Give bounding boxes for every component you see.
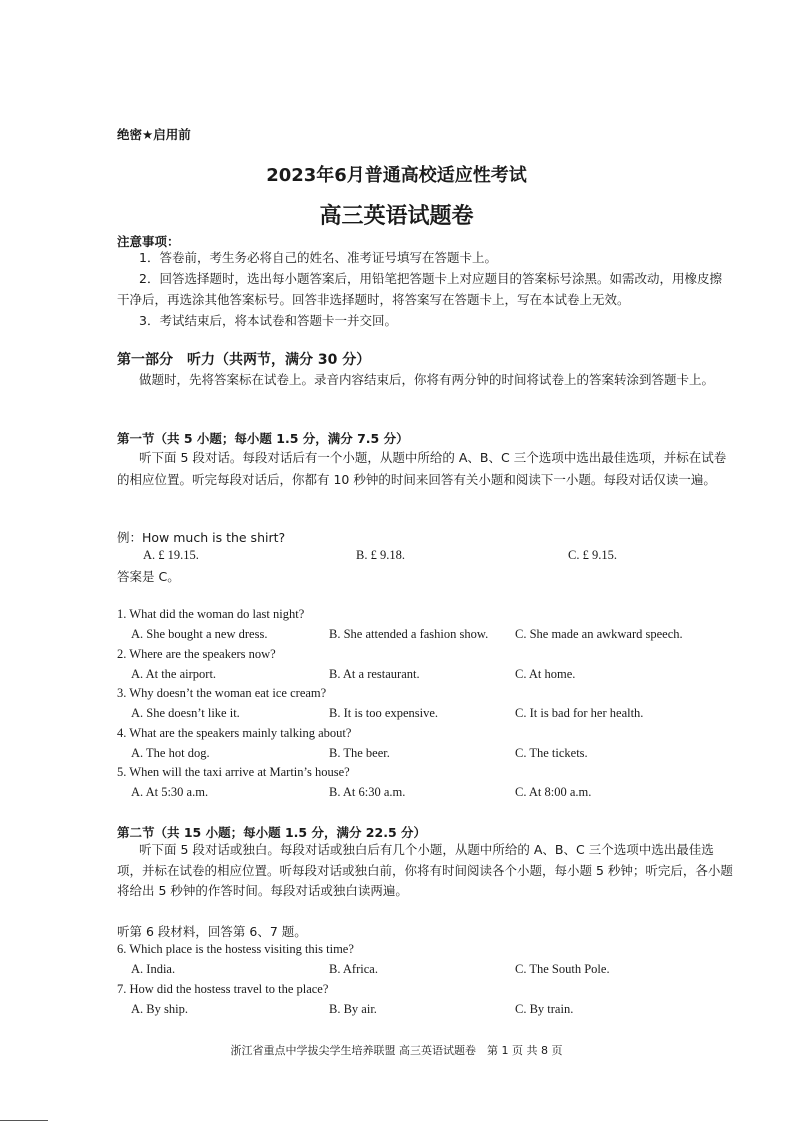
footer-divider [0, 1120, 48, 1121]
question-6-option-c: C. The South Pole. [515, 962, 610, 976]
section2-intro-text: 听下面 5 段对话或独白。每段对话或独白后有几个小题，从题中所给的 A、B、C 三个选项中选出最佳选项，并标在试卷的相应位置。听每段对话或独白前，你将有时间阅读各个小题，每小题 5 秒钟；听完后，各小题将给出 5 秒钟的作答时间。每段对话或独白读两遍。 [117, 842, 733, 898]
question-6-option-b: B. Africa. [329, 962, 378, 976]
exam-title: 2023年6月普通高校适应性考试 [266, 165, 527, 186]
example-answer: 答案是 C。 [117, 569, 180, 584]
notes-item-1 [117, 247, 733, 268]
question-4-option-c: C. The tickets. [515, 746, 588, 760]
question-7-option-c: C. By train. [515, 1002, 574, 1016]
part1-intro-text: 做题时，先将答案标在试卷上。录音内容结束后，你将有两分钟的时间将试卷上的答案转涂到答题卡上。 [139, 372, 715, 387]
notes-heading: 注意事项： [117, 234, 180, 249]
question-4-option-a: A. The hot dog. [131, 746, 210, 760]
question-3-option-a: A. She doesn’t like it. [131, 706, 240, 720]
section1-intro [117, 447, 733, 490]
notes-item-3 [117, 310, 733, 331]
question-2-option-b: B. At a restaurant. [329, 667, 420, 681]
page-footer: 浙江省重点中学拔尖学生培养联盟 高三英语试题卷 第 1 页 共 8 页 [230, 1044, 563, 1057]
notes-item-3-text: 3．考试结束后，将本试卷和答题卡一并交回。 [139, 313, 397, 328]
question-6-option-a: A. India. [131, 962, 176, 976]
question-5-option-c: C. At 8:00 a.m. [515, 785, 592, 799]
notes-item-2-text: 2．回答选择题时，选出每小题答案后，用铅笔把答题卡上对应题目的答案标号涂黑。如需改动，用橡皮擦干净后，再选涂其他答案标号。回答非选择题时，将答案写在答题卡上，写在本试卷上无效。 [117, 271, 722, 307]
question-2: 2. Where are the speakers now? [117, 647, 276, 661]
question-1-option-b: B. She attended a fashion show. [329, 627, 489, 641]
part1-intro [117, 369, 733, 390]
section2-heading: 第二节（共 15 小题；每小题 1.5 分，满分 22.5 分） [117, 825, 426, 840]
section1-intro-text: 听下面 5 段对话。每段对话后有一个小题，从题中所给的 A、B、C 三个选项中选出最佳选项，并标在试卷的相应位置。听完每段对话后，你都有 10 秒钟的时间来回答有关小题和阅读下一小题。每段对话仅读一遍。 [117, 450, 727, 487]
question-7: 7. How did the hostess travel to the place? [117, 982, 329, 996]
example-option-a: A. £ 19.15. [143, 548, 199, 562]
question-3-option-c: C. It is bad for her health. [515, 706, 644, 720]
question-7-option-b: B. By air. [329, 1002, 377, 1016]
question-7-option-a: A. By ship. [131, 1002, 188, 1016]
example-question: 例：How much is the shirt? [117, 530, 286, 545]
question-2-option-a: A. At the airport. [131, 667, 217, 681]
question-4: 4. What are the speakers mainly talking about? [117, 726, 352, 740]
question-5-option-b: B. At 6:30 a.m. [329, 785, 406, 799]
question-6: 6. Which place is the hostess visiting this time? [117, 942, 354, 956]
material-note: 听第 6 段材料，回答第 6、7 题。 [117, 924, 307, 939]
paper-title: 高三英语试题卷 [319, 204, 474, 229]
question-1-option-a: A. She bought a new dress. [131, 627, 268, 641]
example-option-b: B. £ 9.18. [356, 548, 405, 562]
example-option-c: C. £ 9.15. [568, 548, 617, 562]
section2-intro [117, 840, 733, 902]
question-5-option-a: A. At 5:30 a.m. [131, 785, 209, 799]
question-4-option-b: B. The beer. [329, 746, 390, 760]
section1-heading: 第一节（共 5 小题；每小题 1.5 分，满分 7.5 分） [117, 431, 409, 446]
question-3: 3. Why doesn’t the woman eat ice cream? [117, 686, 327, 700]
question-1-option-c: C. She made an awkward speech. [515, 627, 683, 641]
notes-item-1-text: 1．答卷前，考生务必将自己的姓名、准考证号填写在答题卡上。 [139, 250, 497, 265]
confidential-mark: 绝密★启用前 [117, 127, 191, 142]
question-3-option-b: B. It is too expensive. [329, 706, 439, 720]
notes-item-2 [117, 268, 733, 310]
question-2-option-c: C. At home. [515, 667, 576, 681]
question-1: 1. What did the woman do last night? [117, 607, 305, 621]
question-5: 5. When will the taxi arrive at Martin’s house? [117, 765, 350, 779]
part1-heading: 第一部分 听力（共两节，满分 30 分） [117, 352, 371, 368]
